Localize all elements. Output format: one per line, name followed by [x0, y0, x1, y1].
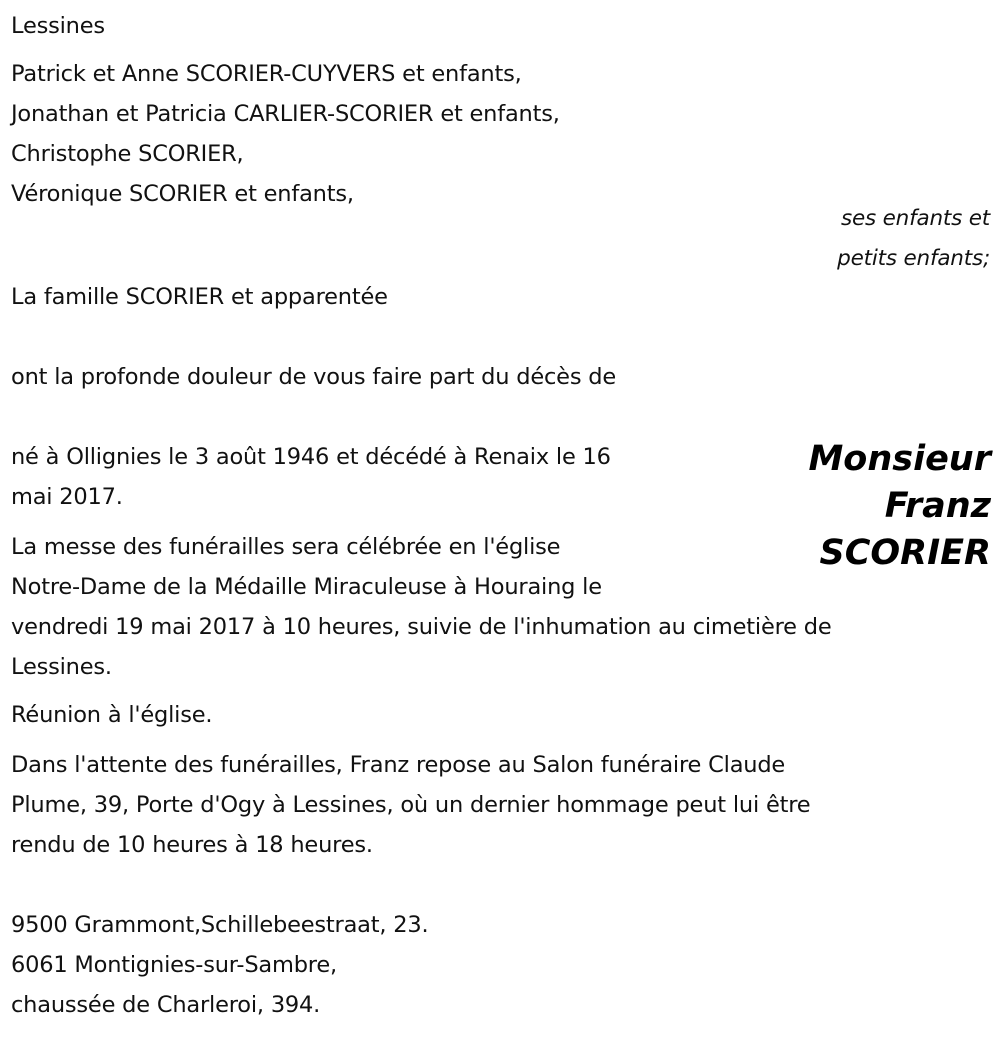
- deceased-name: [808, 436, 991, 577]
- funeral-line: La messe des funérailles sera célébrée en l'église: [11, 534, 561, 560]
- family-member: Jonathan et Patricia CARLIER-SCORIER et enfants,: [11, 101, 560, 127]
- viewing-line: Plume, 39, Porte d'Ogy à Lessines, où un dernier hommage peut lui être: [11, 792, 811, 818]
- deceased-title: Monsieur: [808, 439, 991, 479]
- relation-text: petits enfants;: [837, 246, 990, 271]
- birth-death-line: né à Ollignies le 3 août 1946 et décédé à Renaix le 16: [11, 444, 611, 470]
- funeral-line: Notre-Dame de la Médaille Miraculeuse à Houraing le: [11, 574, 602, 600]
- viewing-line: rendu de 10 heures à 18 heures.: [11, 832, 373, 858]
- funeral-line: Lessines.: [11, 654, 112, 680]
- family-member: Christophe SCORIER,: [11, 141, 244, 167]
- funeral-line: vendredi 19 mai 2017 à 10 heures, suivie de l'inhumation au cimetière de: [11, 614, 832, 640]
- address-line: 9500 Grammont,Schillebeestraat, 23.: [11, 912, 429, 938]
- address-line: chaussée de Charleroi, 394.: [11, 992, 321, 1018]
- relation-text: ses enfants et: [840, 206, 990, 231]
- address-line: 6061 Montignies-sur-Sambre,: [11, 952, 337, 978]
- announcement: ont la profonde douleur de vous faire part du décès de: [11, 364, 617, 390]
- location: Lessines: [11, 13, 105, 39]
- family-member: Patrick et Anne SCORIER-CUYVERS et enfants,: [11, 61, 522, 87]
- family-member: Véronique SCORIER et enfants,: [11, 181, 354, 207]
- extended-family: La famille SCORIER et apparentée: [11, 284, 388, 310]
- birth-death-line: mai 2017.: [11, 484, 123, 510]
- deceased-first-name: Franz: [884, 486, 991, 526]
- viewing-line: Dans l'attente des funérailles, Franz repose au Salon funéraire Claude: [11, 752, 786, 778]
- meeting-info: Réunion à l'église.: [11, 702, 213, 728]
- deceased-last-name: SCORIER: [819, 533, 991, 573]
